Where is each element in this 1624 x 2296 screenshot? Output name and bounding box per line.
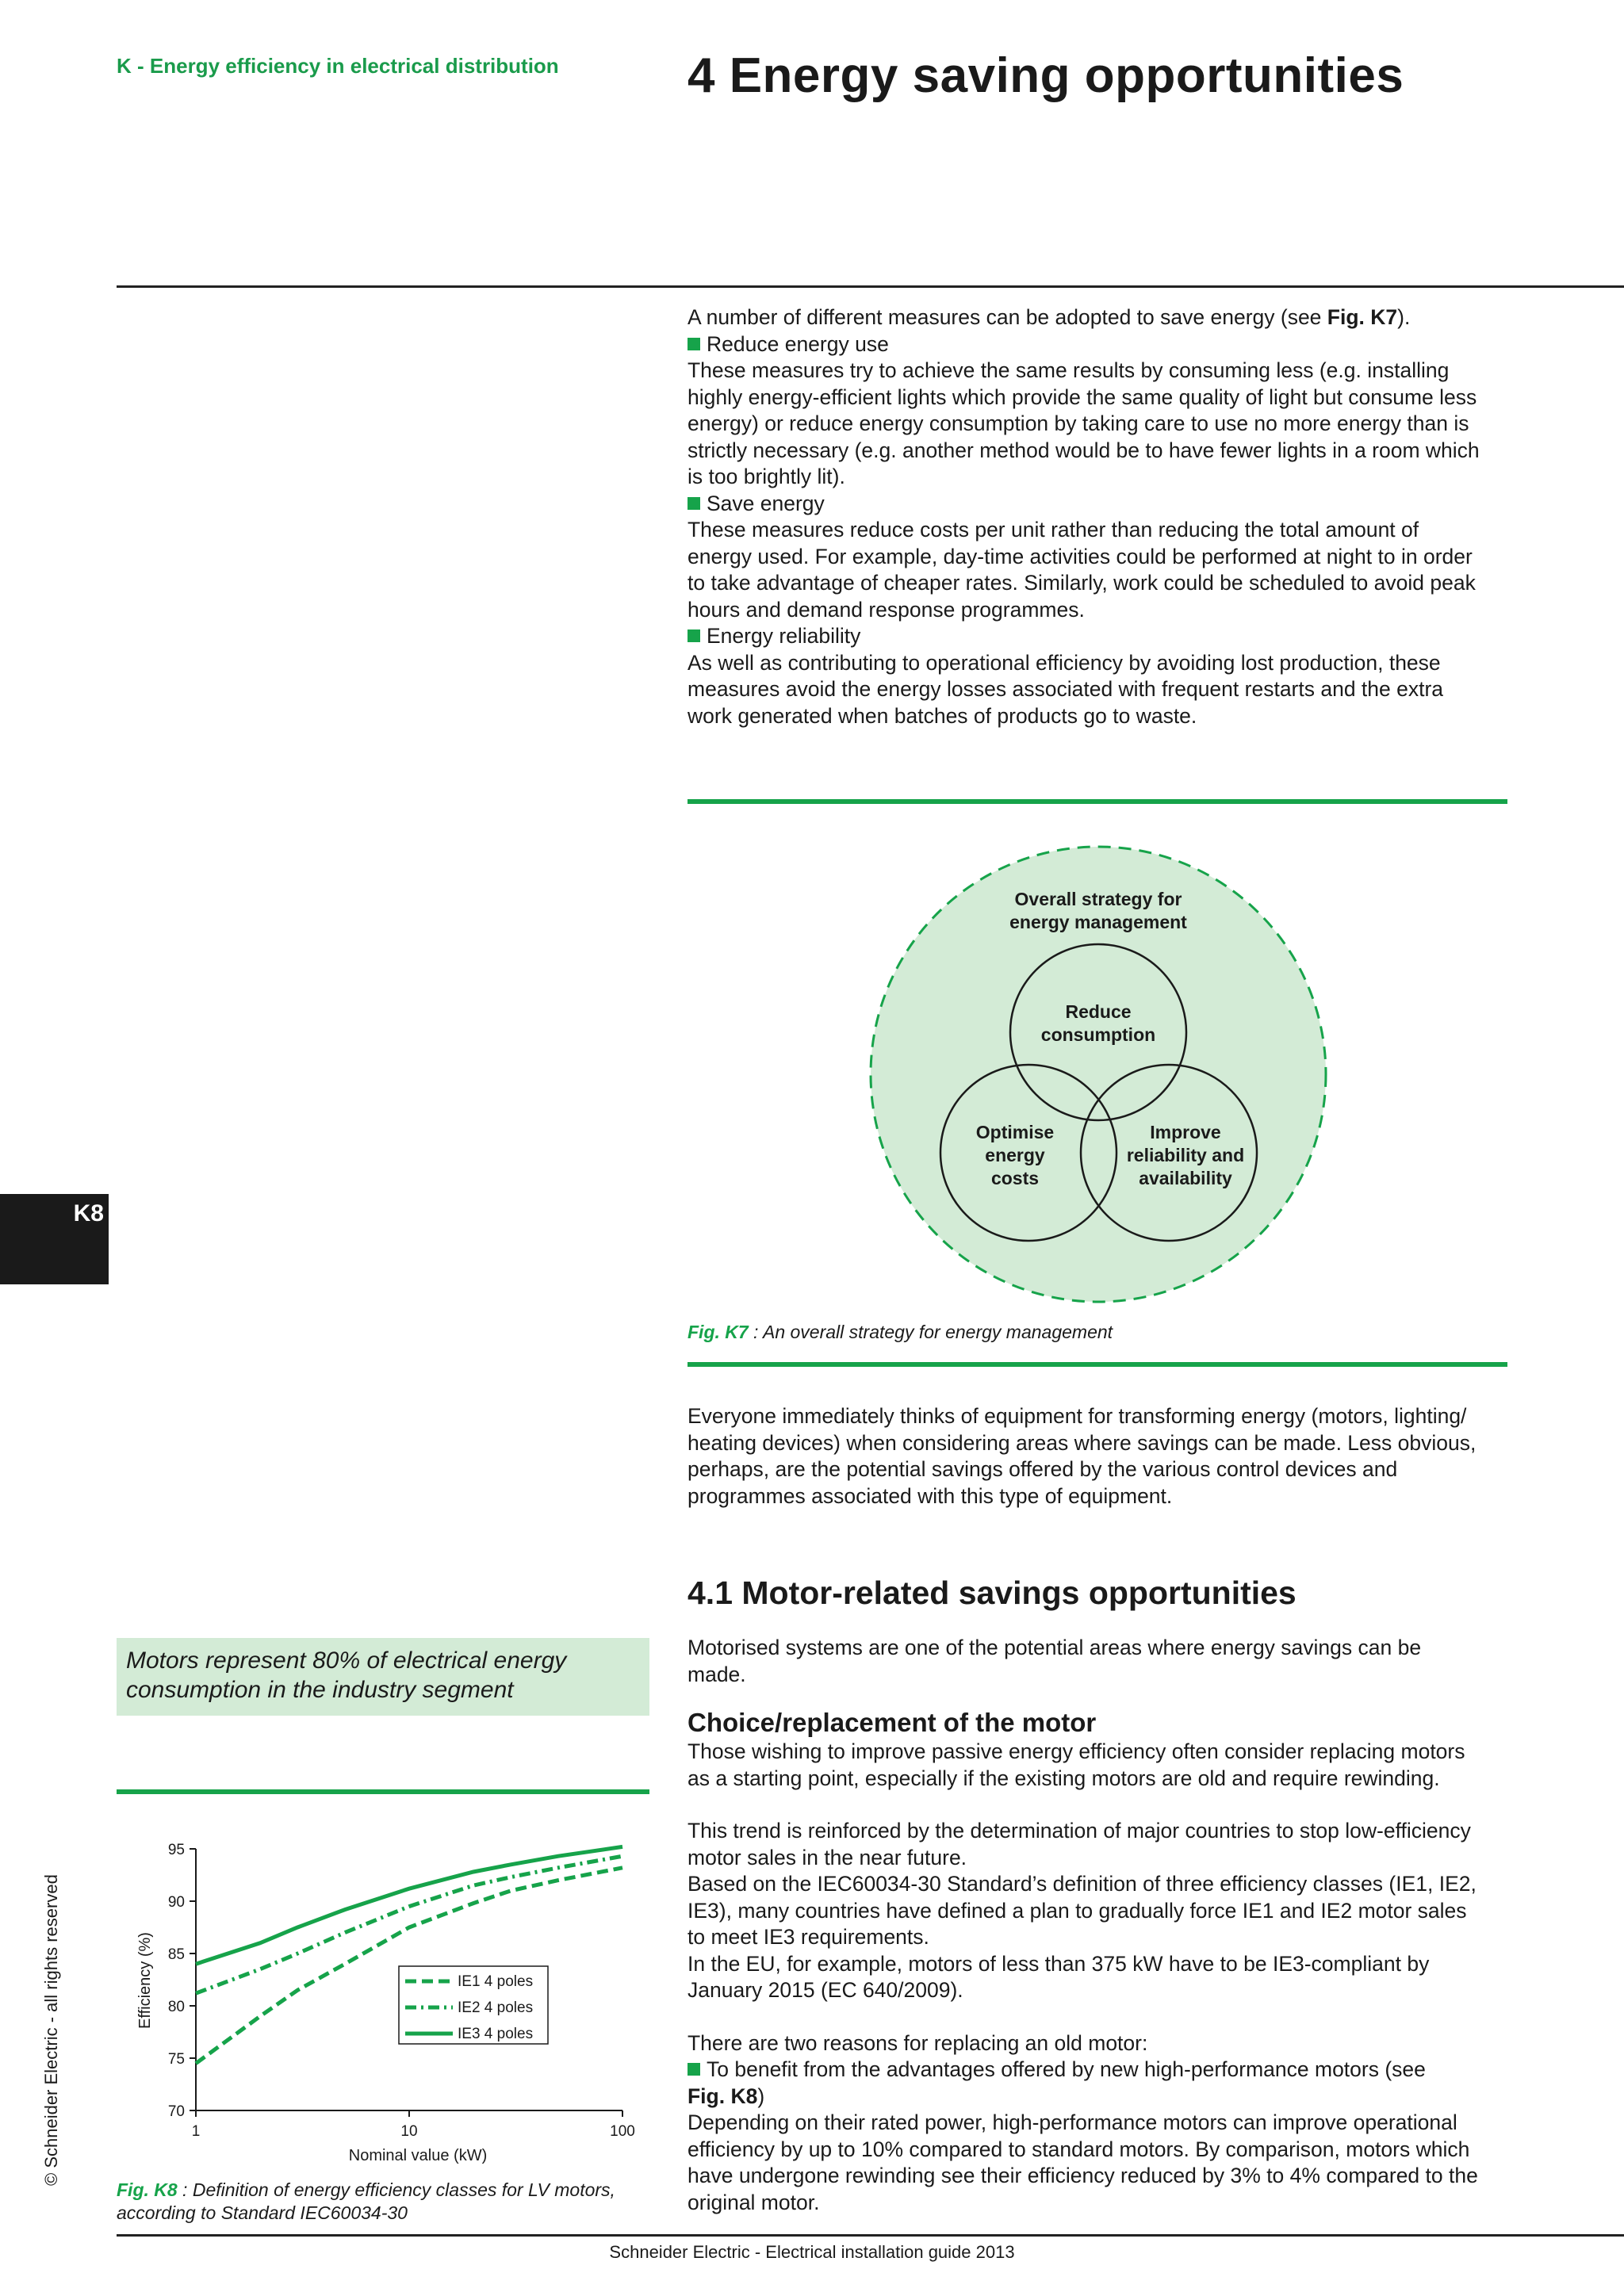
equipment-paragraph xyxy=(688,1403,1512,1510)
y-tick-label: 80 xyxy=(167,1999,185,2015)
improve-label-line2: reliability and xyxy=(1126,1145,1245,1165)
text-line: IE3), many countries have defined a plan to gradually force IE1 and IE2 motor sales xyxy=(688,1898,1467,1923)
x-tick-label: 10 xyxy=(400,2123,418,2140)
optimise-label-line3: costs xyxy=(990,1168,1040,1188)
text-line: Motorised systems are one of the potential areas where energy savings can be xyxy=(688,1636,1422,1659)
optimise-label-line2: energy xyxy=(985,1145,1045,1165)
fig-k7-caption: Fig. K7 : An overall strategy for energy management xyxy=(688,1322,1113,1342)
callout-line: consumption in the industry segment xyxy=(126,1677,514,1703)
section-4-1-body xyxy=(688,1635,1512,2216)
y-tick-label: 70 xyxy=(167,2103,185,2120)
text-line: Everyone immediately thinks of equipment for transforming energy (motors, lighting/ xyxy=(688,1404,1467,1428)
text-line: highly energy-efficient lights which provide the same quality of light but consume less xyxy=(688,385,1477,409)
legend-label: IE2 4 poles xyxy=(458,1999,534,2016)
chapter-title: 4 Energy saving opportunities xyxy=(688,48,1404,103)
callout-line: Motors represent 80% of electrical energy xyxy=(126,1647,567,1674)
optimise-label-line1: Optimise xyxy=(975,1122,1055,1142)
reduce-label-line2: consumption xyxy=(1040,1024,1156,1045)
footer-text: Schneider Electric - Electrical installation guide 2013 xyxy=(609,2242,1015,2262)
chart-legend xyxy=(399,1966,548,2044)
copyright-text: © Schneider Electric - all rights reserved xyxy=(41,1874,61,2186)
legend-label: IE1 4 poles xyxy=(458,1973,534,1990)
text-line: heating devices) when considering areas where savings can be made. Less obvious, xyxy=(688,1430,1477,1455)
intro-lead: A number of different measures can be adopted to save energy (see Fig. K7). xyxy=(688,305,1411,329)
fig-k7-top-bar xyxy=(688,799,1507,804)
text-line: As well as contributing to operational efficiency by avoiding lost production, these xyxy=(688,650,1441,675)
page-tab: K8 xyxy=(0,1194,109,1284)
y-tick-label: 95 xyxy=(167,1842,185,1858)
text-line: Depending on their rated power, high-performance motors can improve operational xyxy=(688,2110,1457,2134)
fig-k8-reference: Fig. K8) xyxy=(688,2084,765,2108)
bullet-square-icon xyxy=(688,2063,700,2076)
text-line: hours and demand response programmes. xyxy=(688,597,1085,622)
footer-rule xyxy=(117,2234,1624,2237)
text-line: made. xyxy=(688,1662,746,1686)
header-rule xyxy=(117,285,1624,288)
text-line: original motor. xyxy=(688,2190,820,2214)
outer-label-line1: Overall strategy for xyxy=(1014,889,1182,909)
bullet-energy-reliability: Energy reliability xyxy=(688,623,1512,650)
fig-k8-chart xyxy=(117,1823,656,2172)
fig-k8-top-bar xyxy=(117,1789,649,1794)
text-line: to meet IE3 requirements. xyxy=(688,1925,929,1949)
text-line: These measures try to achieve the same results by consuming less (e.g. installing xyxy=(688,358,1450,382)
text-line: efficiency by up to 10% compared to standard motors. By comparison, motors which xyxy=(688,2137,1470,2161)
text-line: have undergone rewinding see their efficiency reduced by 3% to 4% compared to the xyxy=(688,2164,1478,2187)
bullet-new-motors: To benefit from the advantages offered by new high-performance motors (see xyxy=(688,2057,1512,2084)
bullet-save-energy: Save energy xyxy=(688,491,1512,518)
reduce-label-line1: Reduce xyxy=(1065,1001,1132,1022)
y-tick-label: 90 xyxy=(167,1894,185,1911)
bullet-reduce-energy: Reduce energy use xyxy=(688,331,1512,358)
fig-k8-caption: Fig. K8 : Definition of energy efficiency classes for LV motors, according to Standard IEC60034-30 xyxy=(117,2179,615,2223)
text-line: to take advantage of cheaper rates. Similarly, work could be scheduled to avoid peak xyxy=(688,571,1476,595)
fig-k7-bottom-bar xyxy=(688,1362,1507,1367)
bullet-square-icon xyxy=(688,497,700,510)
section-4-1-title: 4.1 Motor-related savings opportunities xyxy=(688,1575,1297,1611)
improve-label-line3: availability xyxy=(1139,1168,1232,1188)
text-line: work generated when batches of products go to waste. xyxy=(688,703,1197,728)
text-line: In the EU, for example, motors of less than 375 kW have to be IE3-compliant by xyxy=(688,1951,1430,1976)
text-line: energy used. For example, day-time activities could be performed at night to in order xyxy=(688,544,1473,568)
text-line: January 2015 (EC 640/2009). xyxy=(688,1978,963,2002)
x-axis-label: Nominal value (kW) xyxy=(348,2147,488,2164)
text-line: perhaps, are the potential savings offered by the various control devices and xyxy=(688,1457,1398,1481)
improve-label-line1: Improve xyxy=(1150,1122,1221,1142)
text-line: strictly necessary (e.g. another method would be to have fewer lights in a room which xyxy=(688,438,1480,462)
text-line: Those wishing to improve passive energy efficiency often consider replacing motors xyxy=(688,1739,1465,1763)
text-line: motor sales in the near future. xyxy=(688,1845,967,1869)
legend-label: IE3 4 poles xyxy=(458,2026,534,2042)
y-tick-label: 75 xyxy=(167,2051,185,2068)
fig-k7-diagram xyxy=(864,840,1332,1308)
intro-block xyxy=(688,304,1512,729)
outer-label-line2: energy management xyxy=(1009,912,1187,932)
text-line: This trend is reinforced by the determination of major countries to stop low-efficiency xyxy=(688,1819,1471,1843)
text-line: measures avoid the energy losses associated with frequent restarts and the extra xyxy=(688,677,1444,701)
subheading-choice-replacement: Choice/replacement of the motor xyxy=(688,1708,1097,1737)
text-line: energy) or reduce energy consumption by taking care to use no more energy than is xyxy=(688,411,1469,435)
text-line: These measures reduce costs per unit rather than reducing the total amount of xyxy=(688,518,1419,541)
text-line: programmes associated with this type of equipment. xyxy=(688,1483,1173,1508)
y-axis-label: Efficiency (%) xyxy=(136,1932,154,2029)
motors-callout xyxy=(117,1638,649,1716)
text-line: is too brightly lit). xyxy=(688,465,845,488)
section-label: K - Energy efficiency in electrical distribution xyxy=(117,54,559,78)
x-tick-label: 1 xyxy=(191,2123,201,2140)
text-line: Based on the IEC60034-30 Standard’s definition of three efficiency classes (IE1, IE2, xyxy=(688,1872,1477,1896)
x-tick-label: 100 xyxy=(610,2123,635,2140)
bullet-square-icon xyxy=(688,629,700,642)
bullet-square-icon xyxy=(688,338,700,350)
y-tick-label: 85 xyxy=(167,1946,185,1963)
text-line: as a starting point, especially if the existing motors are old and require rewinding. xyxy=(688,1766,1440,1790)
text-line: There are two reasons for replacing an old motor: xyxy=(688,2030,1148,2055)
